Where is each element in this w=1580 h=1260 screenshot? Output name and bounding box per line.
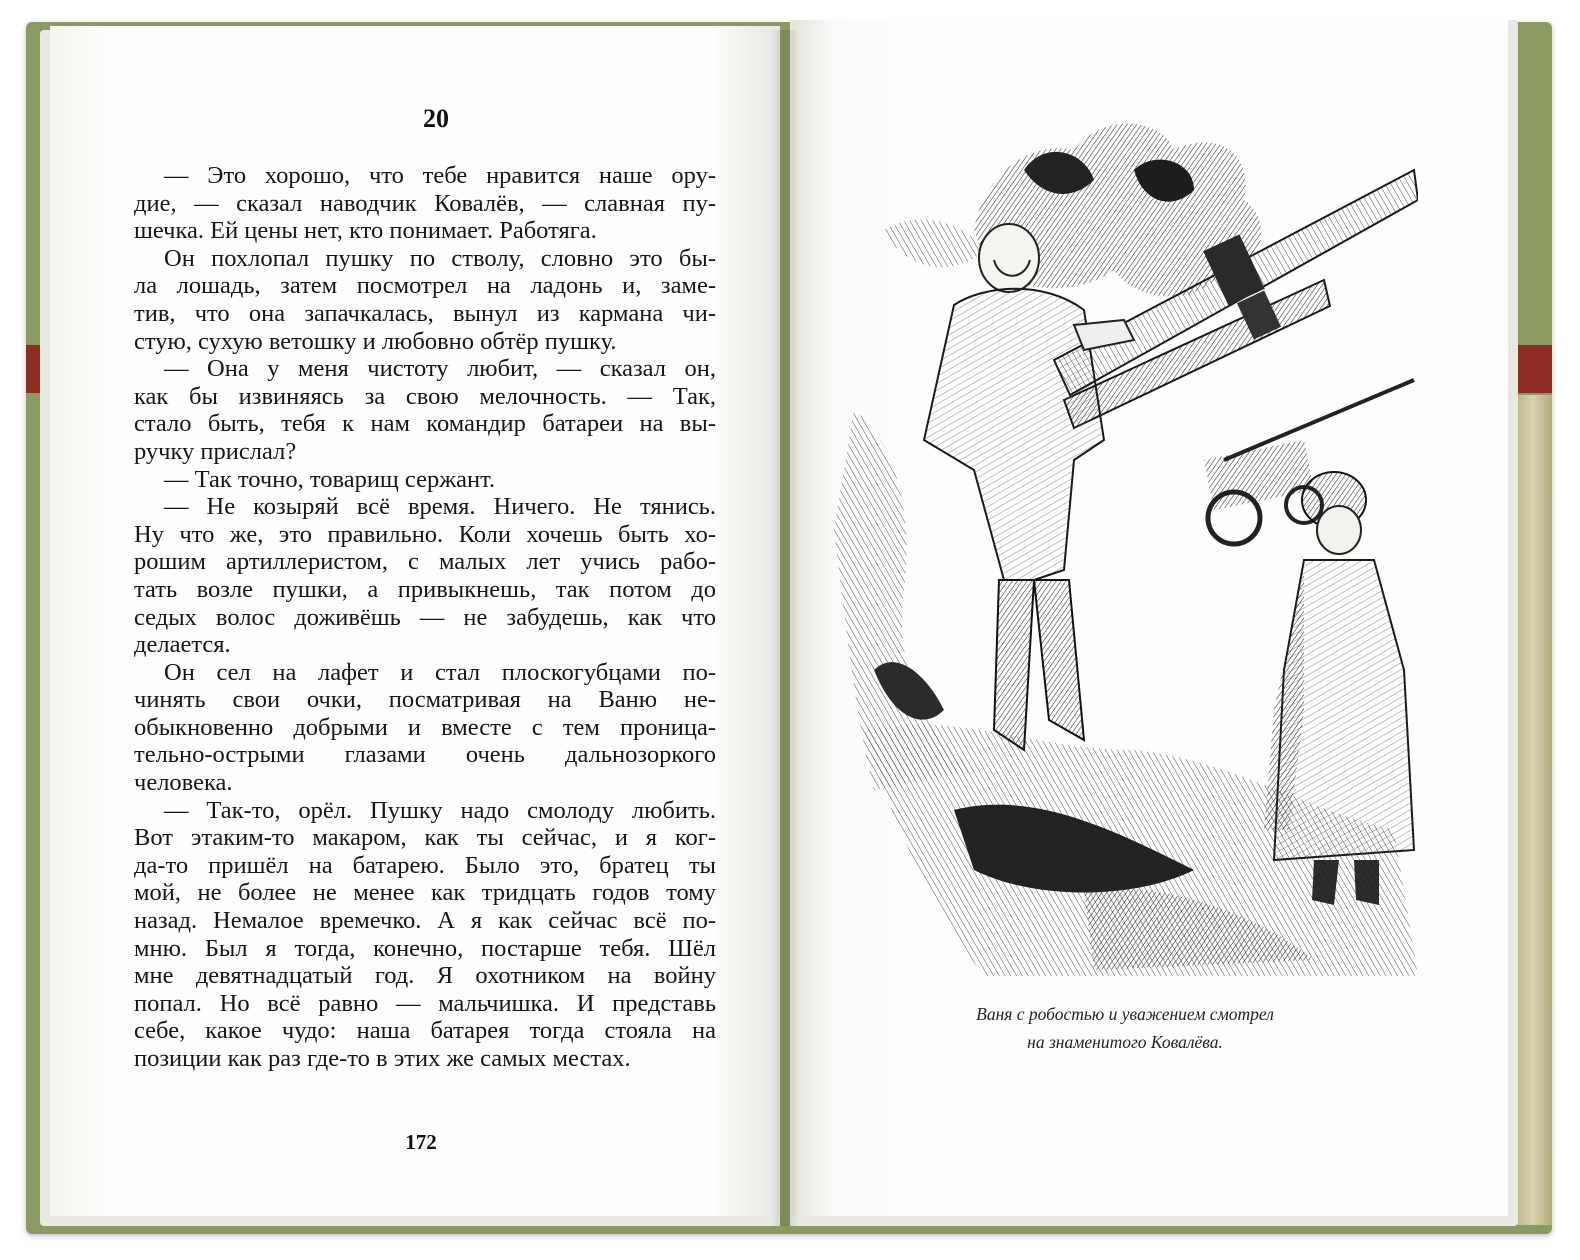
text-line: — Не козыряй всё время. Ничего. Не тянись. [164, 493, 716, 521]
text-line: тать возле пушки, а привыкнешь, так потом до [134, 575, 716, 603]
text-line: стало быть, тебя к нам командир батареи на вы- [134, 410, 716, 438]
text-line: ручку прислал? [134, 437, 297, 465]
body-text [134, 162, 716, 1073]
text-line: ла лошадь, затем посмотрел на ладонь и, заме- [134, 272, 716, 300]
distant-gun [1204, 380, 1414, 544]
text-line: шечка. Ей цены нет, кто понимает. Работяга. [134, 217, 597, 245]
text-line: Он похлопал пушку по стволу, словно это бы- [164, 244, 716, 272]
text-line: Он сел на лафет и стал плоскогубцами по- [164, 658, 716, 686]
text-line: да-то пришёл на батарею. Было это, братец ты [134, 851, 716, 879]
text-line: Вот этаким-то макаром, как ты сейчас, и я ког- [134, 824, 716, 852]
text-line: как бы извиняясь за свою мелочность. — Так, [134, 382, 716, 410]
text-line: седых волос доживёшь — не забудешь, как что [134, 603, 716, 631]
text-line: рошим артиллеристом, с малых лет учись рабо- [134, 548, 716, 576]
caption-line-1: Ваня с робостью и уважением смотрел [976, 1004, 1274, 1024]
illustration [834, 110, 1418, 976]
text-line: мню. Был я тогда, конечно, постарше тебя. Шёл [134, 934, 716, 962]
page-number: 172 [405, 1130, 437, 1154]
soldier-kovalev [924, 224, 1134, 750]
text-line: стую, сухую ветошку и любовно обтёр пушку. [134, 327, 617, 355]
text-line: мне девятнадцатый год. Я охотником на войну [134, 962, 716, 990]
text-line: Ну что же, это правильно. Коли хочешь быть хо- [134, 520, 716, 548]
text-line: обыкновенно добрыми и вместе с тем проница- [134, 713, 716, 741]
text-line: позиции как раз где-то в этих же самых местах. [134, 1045, 631, 1072]
cover-band-right [1518, 345, 1552, 393]
caption-line-2: на знаменитого Ковалёва. [1027, 1032, 1223, 1052]
text-line: — Это хорошо, что тебе нравится наше ору- [164, 162, 716, 189]
text-line: делается. [134, 631, 231, 659]
text-line: себе, какое чудо: наша батарея тогда стояла на [134, 1017, 716, 1045]
text-line: дие, — сказал наводчик Ковалёв, — славная пу- [134, 189, 716, 217]
text-line: — Так точно, товарищ сержант. [164, 465, 496, 493]
text-line: назад. Немалое времечко. А я как сейчас всё по- [134, 907, 716, 935]
text-line: — Она у меня чистоту любит, — сказал он, [164, 355, 716, 383]
text-line: тельно-острыми глазами очень дальнозоркого [134, 741, 716, 769]
text-line: — Так-то, орёл. Пушку надо смолоду любить. [164, 796, 716, 824]
text-line: тив, что она запачкалась, вынул из кармана чи- [134, 299, 716, 327]
cover-stripe-right [1514, 395, 1552, 1225]
text-line: чинять свои очки, посматривая на Ваню не- [134, 686, 716, 714]
text-line: мой, не более не менее как тридцать годов тому [134, 879, 716, 907]
illustration-caption [880, 1000, 1370, 1056]
trees-foliage [884, 124, 1261, 297]
spine-shadow [770, 30, 800, 1226]
text-line: человека. [134, 769, 233, 797]
chapter-number: 20 [423, 104, 449, 133]
text-line: попал. Но всё равно — мальчишка. И представь [134, 989, 716, 1017]
